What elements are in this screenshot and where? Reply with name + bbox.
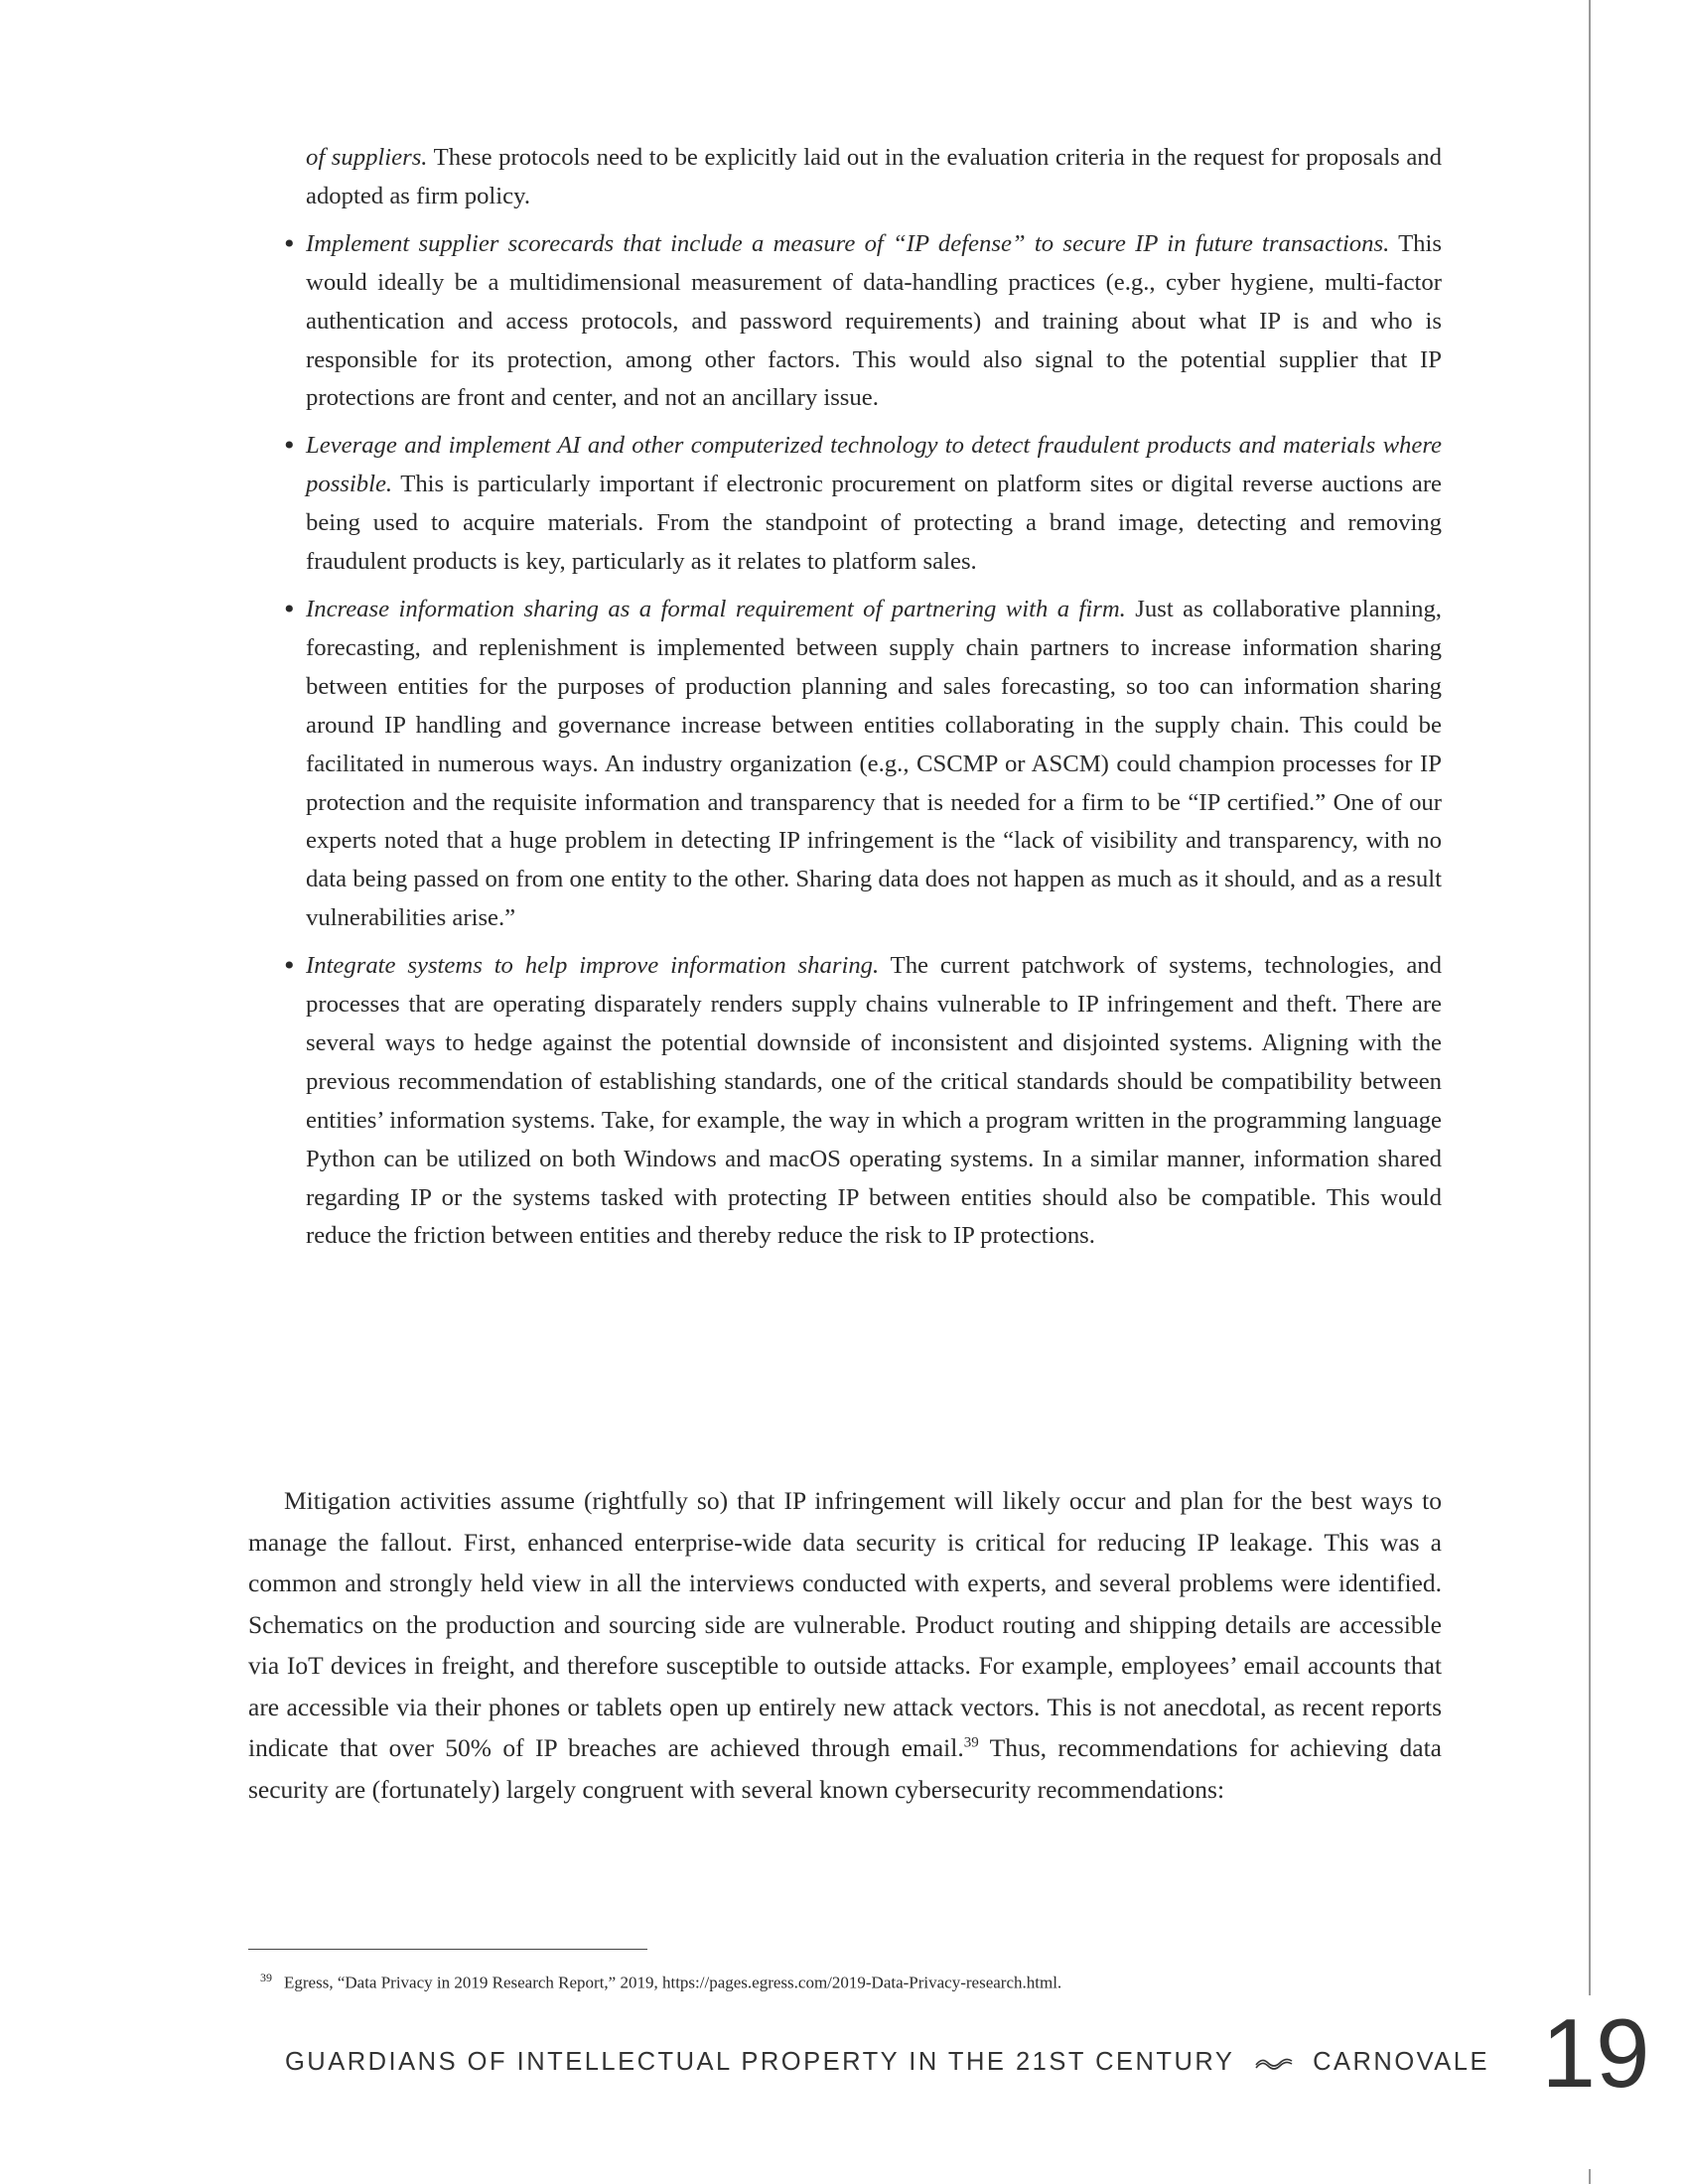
list-item	[266, 591, 1442, 938]
footnote-number: 39	[260, 1971, 272, 1984]
running-footer	[285, 2047, 1489, 2078]
list-item	[266, 225, 1442, 419]
item-heading: Implement supplier scorecards that include a measure of “IP defense” to secure IP in future transactions.	[306, 229, 1390, 257]
bullet-icon: •	[282, 431, 297, 461]
paragraph-text-end: Thus, recommendations for achieving data security are (fortunately) largely congruent with several known cybersecurity recommendations:	[248, 1733, 1442, 1804]
list-item	[266, 427, 1442, 582]
footer-author: CARNOVALE	[1313, 2048, 1489, 2076]
list-continuation	[266, 139, 1442, 216]
item-heading: Integrate systems to help improve information sharing.	[306, 952, 880, 980]
item-body: The current patchwork of systems, technologies, and processes that are operating disparately renders supply chains vulnerable to IP infringement and theft. There are several ways to hedge against the potential downside of inconsistent and disjointed systems. Aligning with the previous recommendation of establishing standards, one of the critical standards should be compatibility between entities’ information systems. Take, for example, the way in which a program written in the programming language Python can be utilized on both Windows and macOS operating systems. In a similar manner, information shared regarding IP or the systems tasked with protecting IP between entities should also be compatible. This would reduce the friction between entities and thereby reduce the risk to IP protections.	[306, 952, 1442, 1250]
bullet-icon: •	[282, 951, 297, 981]
continuation-italic: of suppliers.	[306, 144, 428, 171]
item-body: This is particularly important if electronic procurement on platform sites or digital reverse auctions are being used to acquire materials. From the standpoint of protecting a brand image, detecting and removing fraudulent products is key, particularly as it relates to platform sales.	[306, 471, 1442, 576]
bullet-icon: •	[282, 594, 297, 623]
mitigation-paragraph	[248, 1480, 1442, 1810]
footnote-ref-link[interactable]: 39	[963, 1734, 979, 1751]
paragraph-text: Mitigation activities assume (rightfully so) that IP infringement will likely occur and plan for the best ways to manage the fallout. First, enhanced enterprise-wide data security is critical for reducing IP leakage. This was a common and strongly held view in all the interviews conducted with experts, and several problems were identified. Schematics on the production and sourcing side are vulnerable. Product routing and shipping details are accessible via IoT devices in freight, and therefore susceptible to outside attacks. For example, employees’ email accounts that are accessible via their phones or tablets open up entirely new attack vectors. This is not anecdotal, as recent reports indicate that over 50% of IP breaches are achieved through email.	[248, 1486, 1442, 1762]
item-body: This would ideally be a multidimensional measurement of data-handling practices (e.g., cyber hygiene, multi-factor authentication and access protocols, and password requirements) and training about what IP is and who is responsible for its protection, among other factors. This would also signal to the potential supplier that IP protections are front and center, and not an ancillary issue.	[306, 229, 1442, 412]
margin-rule-top	[1589, 0, 1591, 1995]
item-heading: Increase information sharing as a formal requirement of partnering with a firm.	[306, 595, 1126, 622]
footnote	[260, 1966, 1402, 1995]
page-number: 19	[1541, 1998, 1650, 2108]
item-heading: Leverage and implement AI and other computerized technology to detect fraudulent products and materials where possible.	[306, 432, 1442, 498]
item-body: Just as collaborative planning, forecasting, and replenishment is implemented between supply chain partners to increase information sharing between entities for the purposes of production planning and sales forecasting, so too can information sharing around IP handling and governance increase between entities collaborating in the supply chain. This could be facilitated in numerous ways. An industry organization (e.g., CSCMP or ASCM) could champion processes for IP protection and the requisite information and transparency that is needed for a firm to be “IP certified.” One of our experts noted that a huge problem in detecting IP infringement is the “lack of visibility and transparency, with no data being passed on from one entity to the other. Sharing data does not happen as much as it should, and as a result vulnerabilities arise.”	[306, 595, 1442, 932]
footnote-divider	[248, 1949, 647, 1950]
margin-rule-bottom	[1589, 2169, 1591, 2184]
continuation-text: These protocols need to be explicitly laid out in the evaluation criteria in the request for proposals and adopted as firm policy.	[306, 144, 1442, 209]
footer-title: GUARDIANS OF INTELLECTUAL PROPERTY IN THE 21ST CENTURY	[284, 2048, 1234, 2076]
footnote-text: Egress, “Data Privacy in 2019 Research Report,” 2019, https://pages.egress.com/2019-Data-Privacy-research.html.	[284, 1973, 1062, 1992]
wave-ornament-icon	[1254, 2048, 1294, 2078]
bullet-icon: •	[282, 228, 297, 258]
list-item	[266, 947, 1442, 1256]
recommendation-list	[266, 139, 1442, 1265]
